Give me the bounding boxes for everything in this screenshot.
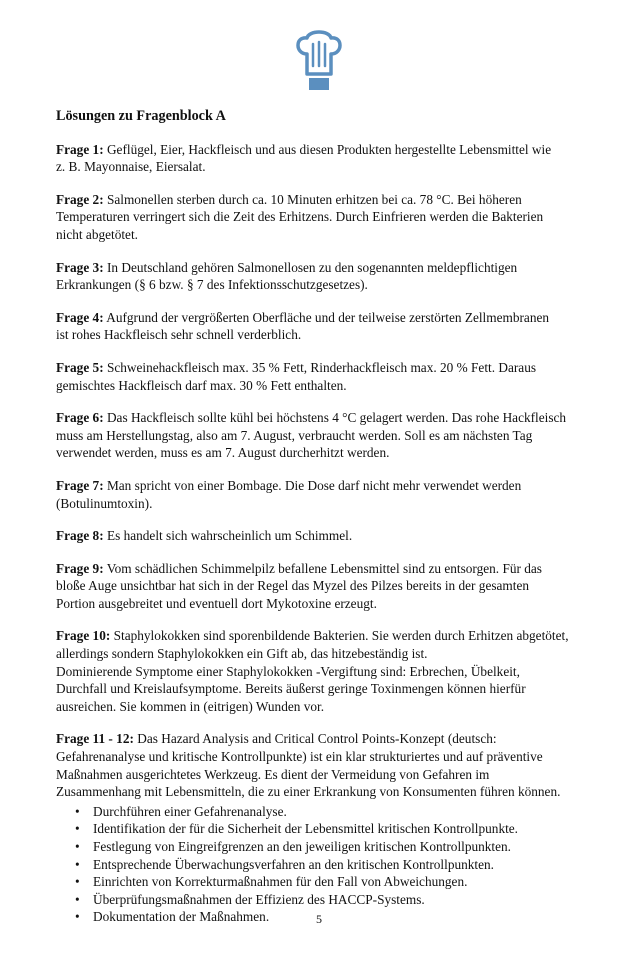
answer-text: Geflügel, Eier, Hackfleisch und aus diesen Produkten hergestellte Lebensmittel wie <box>103 141 552 157</box>
haccp-steps-list <box>56 803 596 926</box>
question-answer <box>56 191 596 244</box>
answer-text: Maßnahmen ausgerichtetes Werkzeug. Es dient der Vermeidung von Gefahren im <box>56 766 490 782</box>
list-item <box>56 803 596 821</box>
answer-line <box>56 208 596 226</box>
answer-line <box>56 444 596 462</box>
answer-line <box>56 663 596 681</box>
list-item <box>56 820 596 838</box>
bullet-icon: • <box>75 856 80 872</box>
list-item-text: Überprüfungsmaßnahmen der Effizienz des HACCP-Systems. <box>93 891 425 907</box>
list-item-text: Durchführen einer Gefahrenanalyse. <box>93 803 287 819</box>
bullet-icon: • <box>75 891 80 907</box>
list-item-text: Entsprechende Überwachungsverfahren an den kritischen Kontrollpunkten. <box>93 856 494 872</box>
answer-text: muss am Herstellungstag, also am 7. August, verbraucht werden. Soll es am nächsten Tag <box>56 427 533 443</box>
question-answer <box>56 141 596 176</box>
answer-line <box>56 730 596 748</box>
answer-line <box>56 698 596 716</box>
answer-text: Staphylokokken sind sporenbildende Bakterien. Sie werden durch Erhitzen abgetötet, <box>110 628 569 644</box>
list-item-text: Identifikation der für die Sicherheit der Lebensmittel kritischen Kontrollpunkte. <box>93 821 519 837</box>
list-item <box>56 873 596 891</box>
answer-text: Dominierende Symptome einer Staphylokokken -Vergiftung sind: Erbrechen, Übelkeit, <box>56 663 520 679</box>
question-label: Frage 3: <box>56 259 104 275</box>
page-title: Lösungen zu Fragenblock A <box>56 108 226 124</box>
answer-line <box>56 377 596 395</box>
question-label: Frage 6: <box>56 410 104 426</box>
question-label: Frage 9: <box>56 560 104 576</box>
page-number: 5 <box>316 912 322 926</box>
bullet-icon: • <box>75 839 80 854</box>
answer-text: Es handelt sich wahrscheinlich um Schimmel. <box>103 528 353 544</box>
answer-line <box>56 309 596 327</box>
question-label: Frage 10: <box>56 628 111 644</box>
answer-text: Das Hackfleisch sollte kühl bei höchstens 4 °C gelagert werden. Das rohe Hackfleisch <box>103 410 567 426</box>
answer-line <box>56 141 596 159</box>
answer-line <box>56 577 596 595</box>
answer-text: gemischtes Hackfleisch darf max. 30 % Fett enthalten. <box>56 377 347 393</box>
answer-text: ist rohes Hackfleisch sehr schnell verderblich. <box>56 327 302 343</box>
answer-line <box>56 527 596 545</box>
question-list <box>56 141 596 801</box>
question-label: Frage 7: <box>56 477 104 493</box>
answer-line <box>56 748 596 766</box>
list-item-text: Einrichten von Korrekturmaßnahmen für den Fall von Abweichungen. <box>93 874 468 890</box>
answer-line <box>56 560 596 578</box>
answer-line <box>56 326 596 344</box>
answer-text: Das Hazard Analysis and Critical Control Points-Konzept (deutsch: <box>133 731 497 747</box>
answer-line <box>56 158 596 176</box>
list-item <box>56 838 596 856</box>
answer-line <box>56 226 596 244</box>
question-label: Frage 11 - 12: <box>56 731 134 747</box>
answer-line <box>56 477 596 495</box>
answer-text: Schweinehackfleisch max. 35 % Fett, Rinderhackfleisch max. 20 % Fett. Daraus <box>103 359 537 375</box>
answer-text: Salmonellen sterben durch ca. 10 Minuten erhitzen bei ca. 78 °C. Bei höheren <box>103 191 522 207</box>
answer-line <box>56 259 596 277</box>
answer-text: Aufgrund der vergrößerten Oberfläche und der teilweise zerstörten Zellmembranen <box>103 309 550 325</box>
answer-line <box>56 427 596 445</box>
answer-text: Durchfall und Kreislaufsymptome. Bereits äußerst geringe Toxinmengen können hierfür <box>56 681 526 697</box>
answer-line <box>56 680 596 698</box>
question-answer <box>56 359 596 394</box>
question-answer <box>56 560 596 613</box>
question-answer <box>56 259 596 294</box>
question-answer <box>56 477 596 512</box>
question-answer <box>56 309 596 344</box>
bullet-icon: • <box>75 909 80 925</box>
answer-line <box>56 783 596 801</box>
answer-line <box>56 595 596 613</box>
answer-text: Portion ausgebreitet und eventuell dort Mykotoxine erzeugt. <box>56 595 377 611</box>
bullet-icon: • <box>75 821 80 837</box>
answer-text: nicht abgetötet. <box>56 226 138 242</box>
question-label: Frage 5: <box>56 359 104 375</box>
answer-line <box>56 645 596 663</box>
question-label: Frage 2: <box>56 191 104 207</box>
answer-line <box>56 766 596 784</box>
document-body <box>56 108 596 926</box>
answer-text: (Botulinumtoxin). <box>56 495 153 511</box>
answer-text: z. B. Mayonnaise, Eiersalat. <box>56 159 206 175</box>
answer-line <box>56 409 596 427</box>
question-answer <box>56 409 596 462</box>
question-answer <box>56 730 596 800</box>
answer-line <box>56 276 596 294</box>
chef-hat-icon <box>293 30 345 94</box>
answer-line <box>56 191 596 209</box>
list-item-text: Dokumentation der Maßnahmen. <box>93 909 270 925</box>
question-answer <box>56 627 596 715</box>
answer-line <box>56 495 596 513</box>
answer-text: Temperaturen verringert sich die Zeit des Erhitzens. Durch Einfrieren werden die Bakterien <box>56 209 544 225</box>
question-label: Frage 8: <box>56 528 104 544</box>
list-item <box>56 856 596 874</box>
list-item <box>56 891 596 909</box>
question-answer <box>56 527 596 545</box>
answer-text: allerdings sondern Staphylokokken ein Gift ab, das hitzebeständig ist. <box>56 646 428 662</box>
answer-text: Vom schädlichen Schimmelpilz befallene Lebensmittel sind zu entsorgen. Für das <box>103 560 542 576</box>
question-label: Frage 4: <box>56 309 104 325</box>
answer-text: Erkrankungen (§ 6 bzw. § 7 des Infektionsschutzgesetzes). <box>56 277 368 293</box>
answer-text: Man spricht von einer Bombage. Die Dose darf nicht mehr verwendet werden <box>103 477 522 493</box>
answer-text: Zusammenhang mit Lebensmitteln, die zu einer Erkrankung von Konsumenten führen können. <box>56 784 561 800</box>
bullet-icon: • <box>75 874 80 890</box>
question-label: Frage 1: <box>56 141 104 157</box>
bullet-icon: • <box>75 803 80 819</box>
answer-line <box>56 359 596 377</box>
list-item-text: Festlegung von Eingreifgrenzen an den jeweiligen kritischen Kontrollpunkten. <box>93 839 512 854</box>
answer-text: verwendet werden, muss es am 7. August durcherhitzt werden. <box>56 445 390 461</box>
answer-text: ausreichen. Sie kommen in (eitrigen) Wunden vor. <box>56 698 325 714</box>
answer-text: In Deutschland gehören Salmonellosen zu den sogenannten meldepflichtigen <box>103 259 518 275</box>
answer-text: Gefahrenanalyse und kritische Kontrollpunkte) ist ein klar strukturiertes und auf präventive <box>56 749 543 765</box>
answer-text: bloße Auge unsichtbar hat sich in der Regel das Myzel des Pilzes bereits in der gesamten <box>56 578 530 594</box>
answer-line <box>56 627 596 645</box>
